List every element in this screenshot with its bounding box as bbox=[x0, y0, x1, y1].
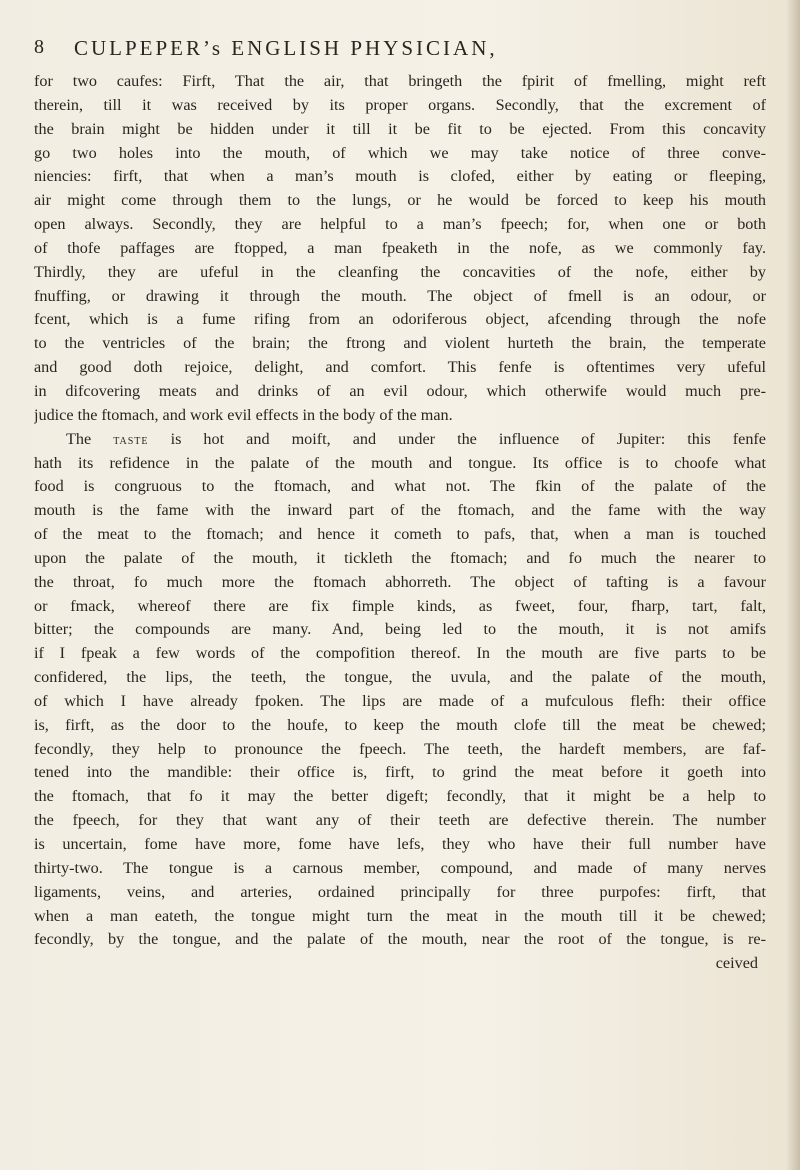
text-line: of which I have already fpoken. The lips are made of a mufculous flefh: their office bbox=[34, 691, 766, 710]
text-line: food is congruous to the ftomach, and what not. The fkin of the palate of the bbox=[34, 477, 766, 496]
text-line: niencies: firft, that when a man’s mouth is clofed, either by eating or fleeping, bbox=[34, 167, 766, 186]
text-line: open always. Secondly, they are helpful to a man’s fpeech; for, when one or both bbox=[34, 215, 766, 234]
page-number: 8 bbox=[34, 36, 47, 58]
catchword: ceived bbox=[715, 954, 758, 973]
text-line: in difcovering meats and drinks of an evil odour, which otherwife would much pre- bbox=[34, 381, 766, 400]
text-line: if I fpeak a few words of the compofition thereof. In the mouth are five parts to be bbox=[34, 644, 766, 663]
page-edge bbox=[786, 0, 800, 1170]
text-line: or fmack, whereof there are fix fimple kinds, as fweet, four, fharp, tart, falt, bbox=[34, 596, 766, 615]
text-line: fcent, which is a fume rifing from an odoriferous object, afcending through the nofe bbox=[34, 310, 766, 329]
text-line: confidered, the lips, the teeth, the tongue, the uvula, and the palate of the mouth, bbox=[34, 668, 766, 687]
text-line: go two holes into the mouth, of which we may take notice of three conve- bbox=[34, 143, 766, 162]
text-line: mouth is the fame with the inward part of the ftomach, and the fame with the way bbox=[34, 501, 766, 520]
text-line: hath its refidence in the palate of the mouth and tongue. Its office is to choofe what bbox=[34, 453, 766, 472]
text-line: fecondly, by the tongue, and the palate of the mouth, near the root of the tongue, is re- bbox=[34, 930, 766, 949]
running-title: CULPEPER’s ENGLISH PHYSICIAN, bbox=[74, 36, 498, 60]
text-line: ligaments, veins, and arteries, ordained principally for three purpofes: firft, that bbox=[34, 882, 766, 901]
text-line: fnuffing, or drawing it through the mouth. The object of fmell is an odour, or bbox=[34, 286, 766, 305]
text-line: the ftomach, that fo it may the better digeft; fecondly, that it might be a help to bbox=[34, 787, 766, 806]
text-line: the throat, fo much more the ftomach abhorreth. The object of tafting is a favour bbox=[34, 572, 766, 591]
text-line: therein, till it was received by its proper organs. Secondly, that the excrement of bbox=[34, 95, 766, 114]
text-line: Thirdly, they are ufeful in the cleanfing the concavities of the nofe, either by bbox=[34, 262, 766, 281]
text-line: the brain might be hidden under it till it be fit to be ejected. From this concavity bbox=[34, 119, 766, 138]
text-line: fecondly, they help to pronounce the fpeech. The teeth, the hardeft members, are faf- bbox=[34, 739, 766, 758]
text-line: the fpeech, for they that want any of their teeth are defective therein. The number bbox=[34, 811, 766, 830]
text-line: for two caufes: Firft, That the air, that bringeth the fpirit of fmelling, might reft bbox=[34, 72, 766, 90]
text-line-paragraph-end: judice the ftomach, and work evil effects in the body of the man. bbox=[34, 405, 453, 424]
text-line: when a man eateth, the tongue might turn the meat in the mouth till it be chewed; bbox=[34, 906, 766, 925]
text-line: is, firft, as the door to the houfe, to keep the mouth clofe till the meat be chewed; bbox=[34, 715, 766, 734]
body-text bbox=[34, 70, 766, 976]
text-line: to the ventricles of the brain; the ftrong and violent hurteth the brain, the temperate bbox=[34, 334, 766, 353]
text-line: is uncertain, fome have more, fome have lefs, they who have their full number have bbox=[34, 835, 766, 853]
text-line: tened into the mandible: their office is, firft, to grind the meat before it goeth into bbox=[34, 763, 766, 782]
text-line: thirty-two. The tongue is a carnous member, compound, and made of many nerves bbox=[34, 858, 766, 877]
text-line: bitter; the compounds are many. And, being led to the mouth, it is not amifs bbox=[34, 620, 766, 639]
small-caps-keyword: taste bbox=[113, 432, 149, 448]
text-line: air might come through them to the lungs, or he would be forced to keep his mouth bbox=[34, 191, 766, 210]
text-line-paragraph-start: The taste is hot and moift, and under the influence of Jupiter: this fenfe bbox=[66, 429, 766, 448]
text-line: and good doth rejoice, delight, and comfort. This fenfe is oftentimes very ufeful bbox=[34, 358, 766, 377]
text-line: of the meat to the ftomach; and hence it cometh to pafs, that, when a man is touched bbox=[34, 525, 766, 544]
text-line: of thofe paffages are ftopped, a man fpeaketh in the nofe, as we commonly fay. bbox=[34, 238, 766, 257]
text-line: upon the palate of the mouth, it tickleth the ftomach; and fo much the nearer to bbox=[34, 548, 766, 567]
